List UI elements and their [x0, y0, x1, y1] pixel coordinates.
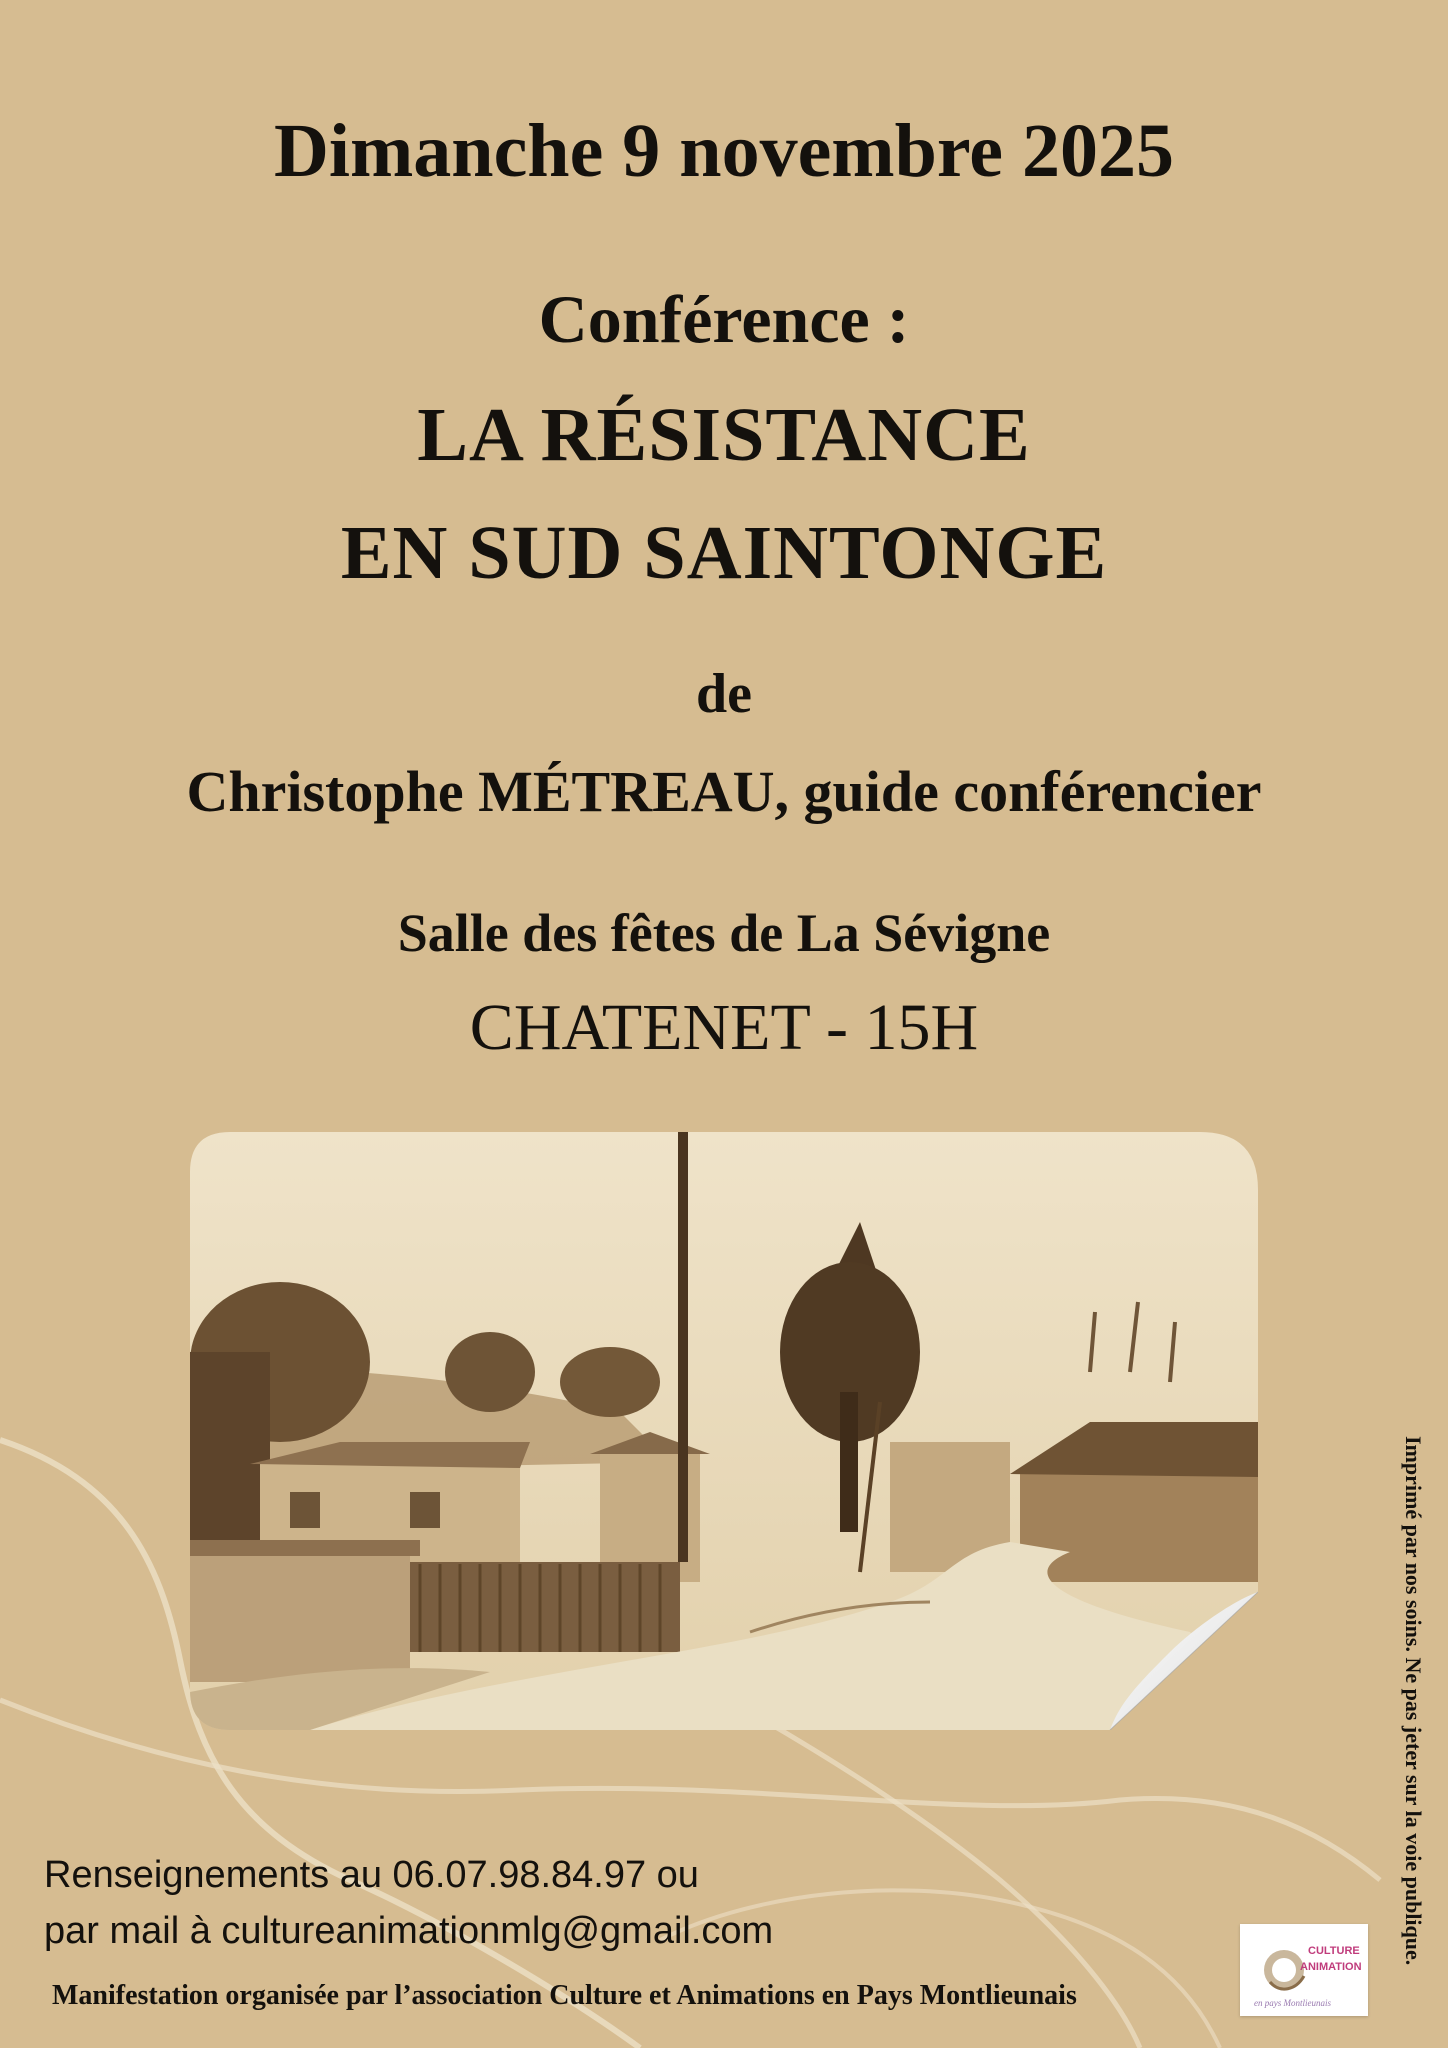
logo-text-top: CULTURE [1308, 1945, 1360, 1957]
event-place-time: CHATENET - 15H [469, 991, 979, 1064]
logo-text-mid: ANIMATION [1300, 1961, 1362, 1973]
speaker-preposition: de [696, 663, 752, 725]
event-type-label: Conférence : [538, 281, 910, 357]
event-title-line2: EN SUD SAINTONGE [340, 511, 1108, 595]
association-logo [1240, 1924, 1368, 2016]
event-date: Dimanche 9 novembre 2025 [274, 109, 1174, 193]
organizer-note: Manifestation organisée par l’association Culture et Animations en Pays Montlieunais [52, 1980, 1077, 2011]
event-title-line1: LA RÉSISTANCE [417, 393, 1031, 477]
contact-email-line: par mail à cultureanimationmlg@gmail.com [44, 1910, 774, 1952]
speaker-name: Christophe MÉTREAU, guide conférencier [186, 759, 1262, 824]
logo-text-bottom: en pays Montlieunais [1254, 1998, 1331, 2008]
event-venue: Salle des fêtes de La Sévigne [397, 903, 1051, 963]
vintage-village-photo [190, 1132, 1258, 1730]
contact-phone-line: Renseignements au 06.07.98.84.97 ou [44, 1854, 699, 1896]
print-notice: Imprimé par nos soins. Ne pas jeter sur la voie publique. [1401, 1436, 1426, 1966]
